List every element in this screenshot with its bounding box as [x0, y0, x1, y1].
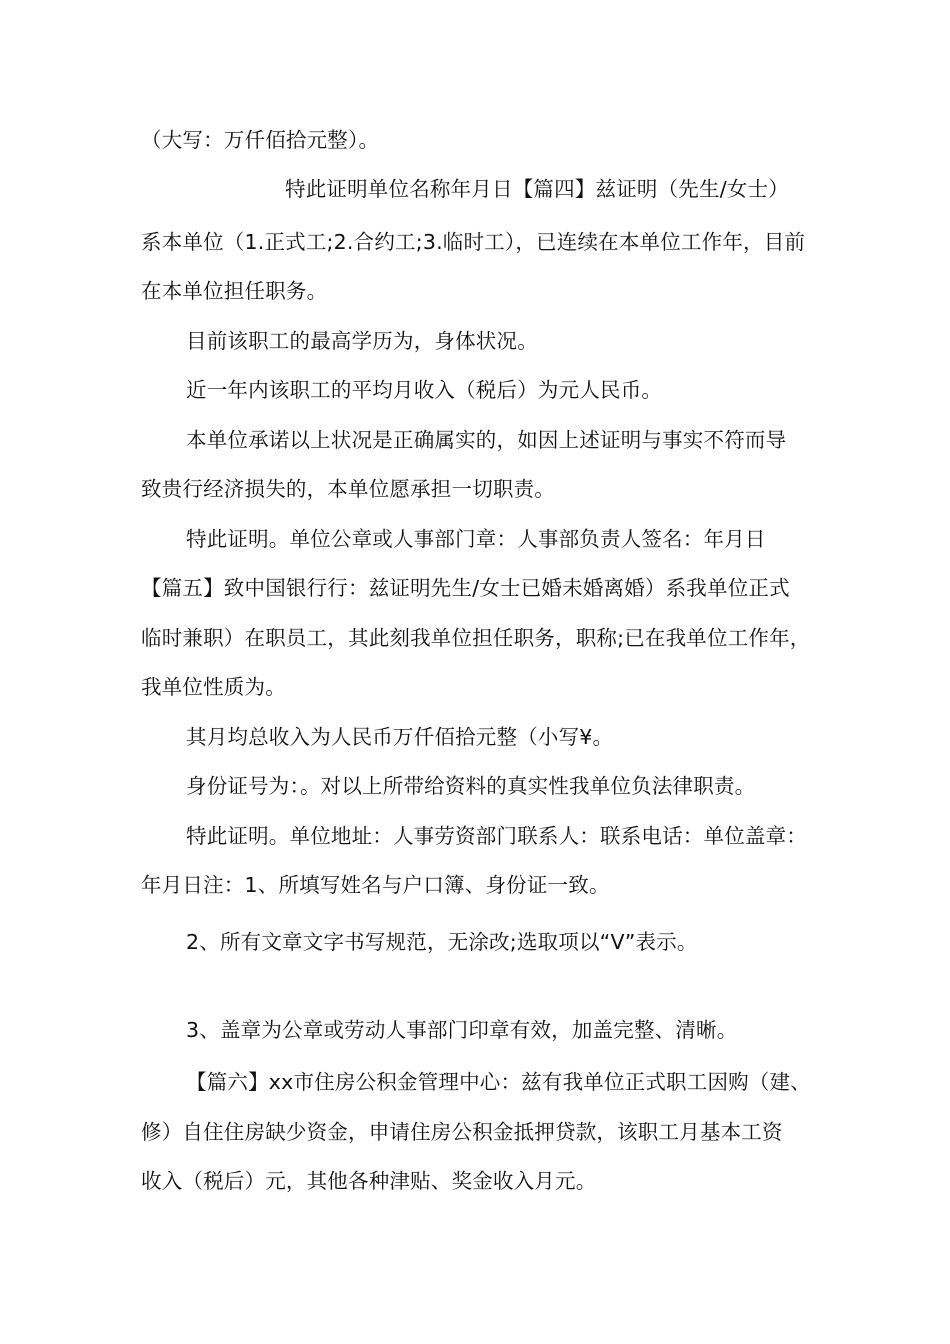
text-line-7: 本单位承诺以上状况是正确属实的，如因上述证明与事实不符而导 [186, 428, 787, 452]
text-line-9: 特此证明。单位公章或人事部门章：人事部负责人签名：年月日 [186, 527, 766, 551]
text-line-19: 【篇六】xx市住房公积金管理中心：兹有我单位正式职工因购（建、 [186, 1070, 811, 1094]
text-line-16: 年月日注：1、所填写姓名与户口簿、身份证一致。 [141, 873, 610, 897]
text-line-14: 身份证号为：。对以上所带给资料的真实性我单位负法律职责。 [186, 774, 756, 798]
text-line-6: 近一年内该职工的平均月收入（税后）为元人民币。 [186, 378, 663, 402]
text-line-1: （大写：万仟佰拾元整）。 [141, 128, 380, 152]
text-line-5: 目前该职工的最高学历为，身体状况。 [186, 329, 538, 353]
text-line-13: 其月均总收入为人民币万仟佰拾元整（小写¥。 [186, 725, 614, 749]
text-line-4: 在本单位担任职务。 [141, 279, 328, 303]
text-line-8: 致贵行经济损失的，本单位愿承担一切职责。 [141, 477, 555, 501]
text-line-15: 特此证明。单位地址：人事劳资部门联系人：联系电话：单位盖章： [186, 824, 807, 848]
text-line-21: 收入（税后）元，其他各种津贴、奖金收入月元。 [141, 1169, 597, 1193]
text-line-11: 临时兼职）在职员工，其此刻我单位担任职务，职称;已在我单位工作年， [141, 626, 811, 650]
text-line-10: 【篇五】致中国银行行：兹证明先生/女士已婚未婚离婚）系我单位正式 [141, 576, 790, 600]
text-line-2: 特此证明单位名称年月日【篇四】兹证明（先生/女士） [285, 177, 789, 201]
text-line-17: 2、所有文章文字书写规范，无涂改;选取项以“V”表示。 [186, 930, 698, 954]
text-line-18: 3、盖章为公章或劳动人事部门印章有效，加盖完整、清晰。 [186, 1018, 738, 1042]
text-line-20: 修）自住住房缺少资金，申请住房公积金抵押贷款，该职工月基本工资 [141, 1120, 783, 1144]
text-line-3: 系本单位（1.正式工;2.合约工;3.临时工），已连续在本单位工作年，目前 [141, 230, 806, 254]
text-line-12: 我单位性质为。 [141, 675, 286, 699]
